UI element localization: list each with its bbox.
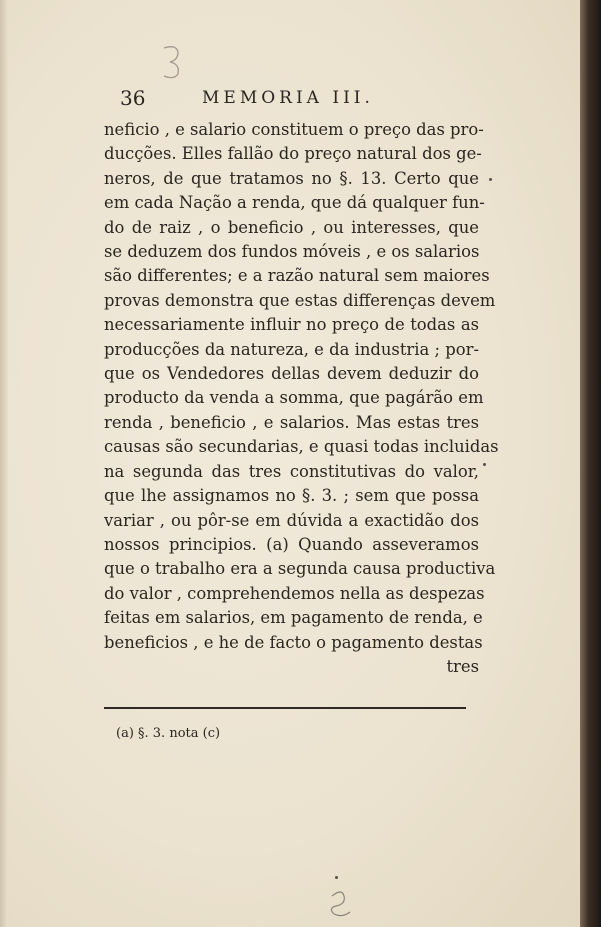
text-line: causas são secundarias, e quasi todas incluidas <box>104 437 499 457</box>
text-line: que o trabalho era a segunda causa productiva <box>104 559 496 579</box>
body-text <box>104 118 499 679</box>
running-head: MEMORIA III. <box>202 88 374 108</box>
text-line: na segunda das tres constitutivas do valor, <box>104 461 479 481</box>
text-line: neficio , e salario constituem o preço das pro- <box>104 120 484 139</box>
text-line: nossos principios. (a) Quando asseveramos <box>104 534 479 554</box>
text-line: renda , beneficio , e salarios. Mas estas tres <box>104 412 479 432</box>
ink-speck <box>335 876 338 879</box>
catchword: tres <box>446 656 479 676</box>
footnote-rule <box>104 707 466 709</box>
text-line: que os Vendedores dellas devem deduzir do <box>104 364 479 384</box>
text-line: em cada Nação a renda, que dá qualquer fun- <box>104 193 485 213</box>
text-line: que lhe assignamos no §. 3. ; sem que possa <box>104 486 479 506</box>
pencil-squiggle <box>322 888 362 918</box>
text-line: são differentes; e a razão natural sem maiores <box>104 266 490 286</box>
page-edge-shadow <box>580 0 601 927</box>
ink-speck <box>489 178 492 181</box>
page-header <box>120 86 465 116</box>
binding-shadow <box>0 0 8 927</box>
text-line: do valor , comprehendemos nella as despezas <box>104 583 485 603</box>
text-line: se deduzem dos fundos móveis , e os salarios <box>104 242 480 262</box>
text-line: beneficios , e he de facto o pagamento destas <box>104 632 483 652</box>
text-line: provas demonstra que estas differenças devem <box>104 290 496 310</box>
text-line: neros, de que tratamos no §. 13. Certo que <box>104 168 479 188</box>
page-number: 36 <box>120 86 146 110</box>
text-line: ducções. Elles fallão do preço natural dos ge- <box>104 144 482 164</box>
text-line: necessariamente influir no preço de todas as <box>104 315 479 335</box>
ink-speck <box>483 463 486 466</box>
pencil-mark <box>158 42 188 82</box>
text-line: feitas em salarios, em pagamento de renda, e <box>104 608 483 628</box>
footnote: (a) §. 3. nota (c) <box>116 726 221 741</box>
text-line: do de raiz , o beneficio , ou interesses, que <box>104 217 479 237</box>
text-line: producto da venda a somma, que pagárão em <box>104 388 484 408</box>
text-line: producções da natureza, e da industria ; por- <box>104 339 479 359</box>
text-line: variar , ou pôr-se em dúvida a exactidão dos <box>104 510 479 530</box>
